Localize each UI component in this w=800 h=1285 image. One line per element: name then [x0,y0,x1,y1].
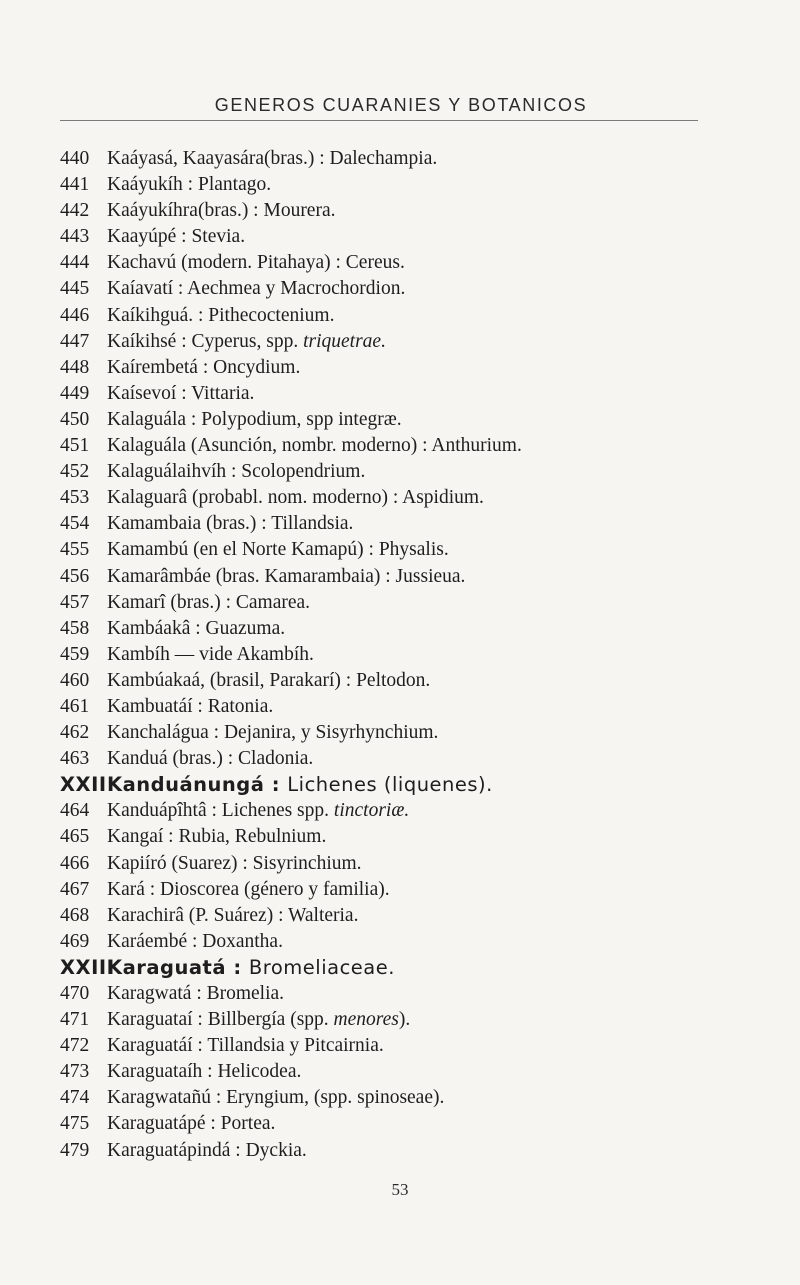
entry-number: 472 [60,1035,90,1057]
entry-text: Kambuatáí : Ratonia. [107,695,274,717]
entry-number: 462 [60,722,90,744]
entry-text: Kambúakaá, (brasil, Parakarí) : Peltodon. [107,669,431,691]
entry-number: 442 [60,200,90,222]
entry-number: 470 [60,983,90,1004]
section-number: XXII [60,773,107,797]
entry-line [60,146,790,172]
entry-line [60,642,790,668]
entry-italic-text: menores [333,1009,399,1031]
entry-number: 457 [60,591,90,613]
entry-number: 469 [60,930,90,952]
entry-text: Kalaguarâ (probabl. nom. moderno) : Aspidium. [107,487,484,509]
entry-line [60,459,790,485]
entry-line [60,903,790,929]
entry-text: Kaíavatí : Aechmea y Macrochordion. [107,278,406,300]
section-heading [60,955,790,981]
entry-line [60,1033,790,1059]
entry-text: Kanchalágua : Dejanira, y Sisyrhynchium. [107,722,439,744]
entry-text: Kaísevoí : Vittaria. [107,382,255,404]
entry-text: Kangaí : Rubia, Rebulnium. [107,826,327,848]
entry-line [60,250,790,276]
section-gloss: Bromeliaceae. [248,955,395,979]
entry-line [60,433,790,459]
entry-text: Kaáyukíhra(bras.) : Mourera. [107,200,336,222]
entry-text: Kalaguálaihvíh : Scolopendrium. [107,461,366,483]
entry-number: 449 [60,382,90,404]
entry-line [60,511,790,537]
entry-line [60,590,790,616]
section-gloss: Lichenes (liquenes). [287,773,493,797]
entry-number: 455 [60,539,90,561]
entry-number: 448 [60,356,90,378]
entry-number: 466 [60,852,90,874]
entry-number: 444 [60,252,90,274]
entry-text: Karáembé : Doxantha. [107,930,283,952]
entry-line [60,720,790,746]
entry-line [60,485,790,511]
entry-text: Karaguataí : Billbergía (spp. [107,1009,334,1031]
entry-text: Kará : Dioscorea (género y familia). [107,878,390,900]
entry-number: 450 [60,408,90,430]
entry-text: Karachirâ (P. Suárez) : Walteria. [107,904,359,926]
section-heading [60,772,790,798]
entry-number: 471 [60,1009,90,1031]
entry-number: 443 [60,226,90,248]
entry-text: Kambáakâ : Guazuma. [107,617,286,639]
entry-line [60,172,790,198]
entry-number: 465 [60,826,90,848]
entry-line [60,198,790,224]
entry-text: Kaayúpé : Stevia. [107,226,246,248]
entry-number: 454 [60,513,90,535]
entry-number: 452 [60,461,90,483]
section-title: Karaguatá : [107,955,249,979]
entry-number: 440 [60,148,90,169]
entry-number: 479 [60,1139,90,1161]
entry-line [60,1007,790,1033]
entry-text: Kamambú (en el Norte Kamapú) : Physalis. [107,539,449,561]
section-title: Kanduánungá : [107,773,288,797]
entry-text: Karaguataíh : Helicodea. [107,1061,302,1083]
section-number: XXIII [60,955,115,979]
entry-text: Kapiíró (Suarez) : Sisyrinchium. [107,852,362,874]
entry-line [60,877,790,903]
entry-text: Kaíkihsé : Cyperus, spp. [107,330,304,352]
entry-number: 458 [60,617,90,639]
entry-number: 460 [60,669,90,691]
entry-text: Kaíkihguá. : Pithecoctenium. [107,304,335,326]
entry-number: 459 [60,643,90,665]
entry-italic-text: tinctoriæ. [333,800,410,822]
entry-text: Kalaguála (Asunción, nombr. moderno) : Anthurium. [107,435,522,457]
entry-text: Kambíh — vide Akambíh. [107,643,314,665]
entry-number: 474 [60,1087,90,1109]
entry-number: 467 [60,878,90,900]
entry-number: 453 [60,487,90,509]
entry-line [60,1059,790,1085]
entry-number: 461 [60,695,90,717]
entry-number: 463 [60,748,90,770]
entry-text: Karaguatáí : Tillandsia y Pitcairnia. [107,1035,384,1057]
entry-line [60,381,790,407]
entry-number: 473 [60,1061,90,1083]
entry-text: Kanduá (bras.) : Cladonia. [107,748,314,770]
entry-text: Karaguatápé : Portea. [107,1113,276,1135]
entry-line [60,616,790,642]
entry-italic-text: triquetrae. [303,330,386,352]
entry-number: 475 [60,1113,90,1135]
entry-text: Karagwatañú : Eryngium, (spp. spinoseae). [107,1087,445,1109]
entry-line [60,824,790,850]
entry-text: Kamarî (bras.) : Camarea. [107,591,311,613]
entry-text: Kaírembetá : Oncydium. [107,356,301,378]
entry-number: 456 [60,565,90,587]
entry-number: 446 [60,304,90,326]
entry-line [60,694,790,720]
entry-line [60,224,790,250]
entry-number: 464 [60,800,90,822]
entry-text: Kaáyukíh : Plantago. [107,174,272,196]
entry-text: Kaáyasá, Kaayasára(bras.) : Dalechampia. [107,148,438,169]
entry-line [60,981,790,1007]
entry-line [60,798,790,824]
entry-line [60,668,790,694]
entry-number: 441 [60,174,90,196]
entry-number: 468 [60,904,90,926]
entry-tail-text: ). [398,1009,411,1031]
entry-line [60,1111,790,1137]
entry-number: 451 [60,435,90,457]
entry-text: Kamarâmbáe (bras. Kamarambaia) : Jussieua. [107,565,466,587]
entry-line [60,1085,790,1111]
entry-line [60,329,790,355]
entry-text: Karaguatápindá : Dyckia. [107,1139,307,1161]
entry-line [60,564,790,590]
running-header: GENEROS CUARANIES Y BOTANICOS [214,95,588,115]
entry-number: 445 [60,278,90,300]
entry-text: Kanduápîhtâ : Lichenes spp. [107,800,334,822]
entry-text: Kamambaia (bras.) : Tillandsia. [107,513,354,535]
page-number: 53 [391,1180,409,1199]
entry-text: Kalaguála : Polypodium, spp integræ. [107,408,402,430]
entry-line [60,537,790,563]
entry-text: Kachavú (modern. Pitahaya) : Cereus. [107,252,405,274]
entry-line [60,746,790,772]
entry-line [60,303,790,329]
header-rule [60,120,698,121]
entry-line [60,1138,790,1164]
entry-line [60,929,790,955]
entry-text: Karagwatá : Bromelia. [107,983,285,1004]
entry-number: 447 [60,330,90,352]
entry-line [60,851,790,877]
entry-line [60,355,790,381]
entry-line [60,407,790,433]
entry-line [60,276,790,302]
entry-list [60,146,790,1164]
